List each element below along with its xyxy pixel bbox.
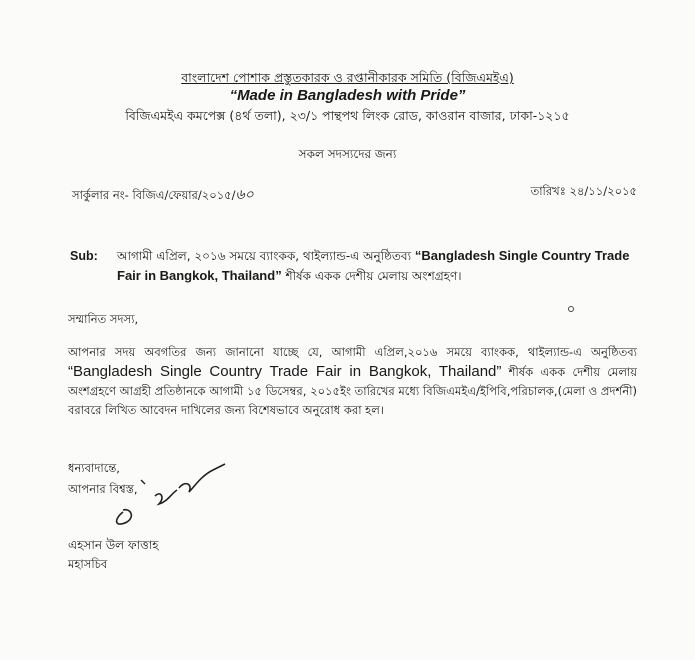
address: বিজিএমইএ কমপেক্স (৪র্থ তলা), ২৩/১ পান্থপথ লিংক রোড, কাওরান বাজার, ঢাকা-১২১৫ — [125, 108, 570, 123]
subject-line-2 — [117, 268, 462, 288]
circular-number-handwritten: ৬০ — [235, 187, 254, 203]
recipients-line: সকল সদস্যদের জন্য — [298, 147, 397, 161]
circular-label: সার্কুলার নং- বিজিএ/ফেয়ার/২০১৫/ — [72, 188, 236, 202]
organization-name: বাংলাদেশ পোশাক প্রস্তুতকারক ও রপ্তানীকারক সমিতি (বিজিএমইএ) — [181, 70, 514, 85]
body-paragraph — [68, 343, 637, 420]
subject-line-1 — [117, 248, 629, 268]
body-part-1: আপনার সদয় অবগতির জন্য জানানো যাচ্ছে যে, আগামী এপ্রিল,২০১৬ সময়ে ব্যাংকক, থাইল্যান্ড-এ অনুষ্ঠিতব্য — [68, 345, 637, 359]
body-part-2: শীর্ষক একক দেশীয় মেলায় অংশগ্রহণে আগ্রহী প্রতিষ্ঠানকে আগামী ১৫ ডিসেম্বর, ২০১৫ইং তারিখের মধ্যে বিজিএমইএ/ইপিবি,পরিচালক,(মেলা ও প্রদর্শনী) বরাবরে লিখিত আবেদন দাখিলের জন্য বিশেষভাবে অনুরোধ করা হল। — [68, 365, 638, 417]
subject-bangla-1: আগামী এপ্রিল, ২০১৬ সময়ে ব্যাংকক, থাইল্যান্ড-এ অনুষ্ঠিতব্য — [117, 249, 415, 263]
stray-mark — [566, 304, 576, 314]
closing-yours: আপনার বিশ্বস্ত, — [68, 482, 138, 496]
date: তারিখঃ ২৪/১১/২০১৫ — [530, 184, 637, 198]
closing-thanks: ধন্যবাদান্তে, — [68, 461, 120, 475]
subject-english-2: Fair in Bangkok, Thailand” — [117, 268, 282, 283]
body-event-name: “Bangladesh Single Country Trade Fair in Bangkok, Thailand” — [68, 363, 502, 380]
subject-label: Sub: — [70, 249, 98, 263]
motto: “Made in Bangladesh with Pride” — [229, 87, 466, 104]
circular-number — [72, 183, 254, 207]
subject-bangla-2: শীর্ষক একক দেশীয় মেলায় অংশগ্রহণ। — [281, 269, 462, 283]
subject-english-1: “Bangladesh Single Country Trade — [414, 248, 630, 263]
handwritten-signature — [105, 450, 245, 530]
signatory-designation: মহাসচিব — [68, 557, 108, 571]
salutation: সম্মানিত সদস্য, — [68, 312, 139, 326]
signatory-name: এহসান উল ফাত্তাহ — [68, 538, 159, 552]
